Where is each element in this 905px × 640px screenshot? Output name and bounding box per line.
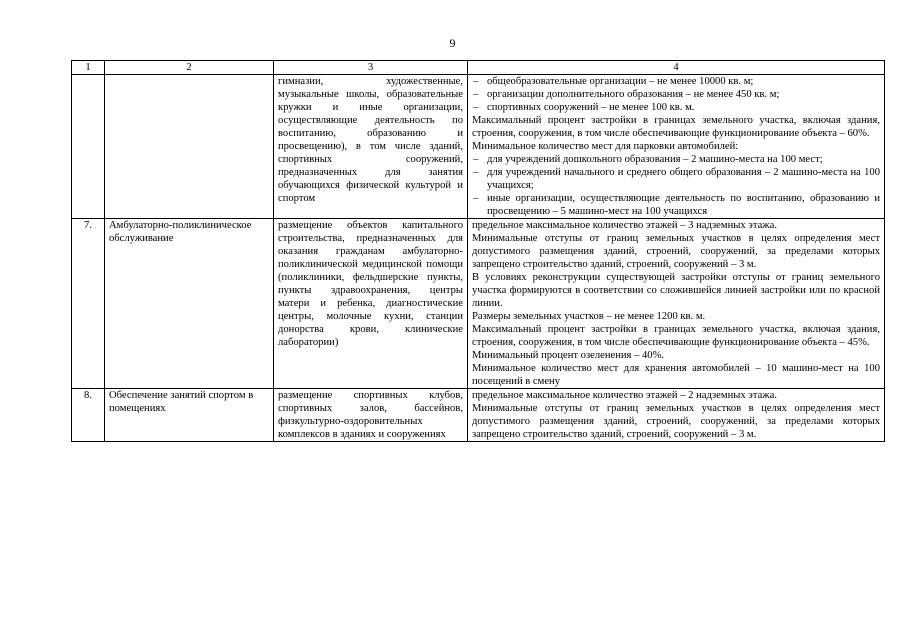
- list-item: – для учреждений дошкольного образования – 2 машино-места на 100 мест;: [473, 154, 823, 165]
- row-number: 8.: [72, 389, 105, 442]
- row-number: [72, 75, 105, 219]
- row-params: [468, 75, 885, 219]
- param-paragraph: Минимальные отступы от границ земельных участков в целях определения мест допустимого размещения зданий, строений, сооружений, за пределами которых запрещено строительство зданий, строений, сооружений – 3 м.: [472, 233, 880, 270]
- param-paragraph: Максимальный процент застройки в границах земельного участка, включая здания, строения, сооружения, в том числе обеспечивающие функционирование объекта – 60%.: [472, 115, 880, 139]
- row-name: [105, 75, 274, 219]
- row-params: [468, 219, 885, 389]
- param-paragraph: Минимальное количество мест для парковки автомобилей:: [472, 141, 739, 152]
- param-paragraph: Минимальные отступы от границ земельных участков в целях определения мест допустимого размещения зданий, строений, сооружений, за пределами которых запрещено строительство зданий, строений, сооружений – 3 м.: [472, 403, 880, 440]
- list-item: – общеобразовательные организации – не менее 10000 кв. м;: [473, 76, 754, 87]
- param-paragraph: Размеры земельных участков – не менее 1200 кв. м.: [472, 311, 706, 322]
- row-params: [468, 389, 885, 442]
- row-name: Обеспечение занятий спортом в помещениях: [105, 389, 274, 442]
- list-item: – иные организации, осуществляющие деятельность по воспитанию, образованию и просвещению – 5 машино-мест на 100 учащихся: [473, 193, 880, 217]
- list-item: – организации дополнительного образования – не менее 450 кв. м;: [473, 89, 780, 100]
- header-cell-2: 2: [105, 61, 274, 75]
- row-description: размещение спортивных клубов, спортивных залов, бассейнов, физкультурно-оздоровительных комплексов в зданиях и сооружениях: [274, 389, 468, 442]
- table-header-row: [72, 61, 885, 75]
- table-row: [72, 389, 885, 442]
- param-paragraph: Минимальный процент озеленения – 40%.: [472, 350, 665, 361]
- list-item: – спортивных сооружений – не менее 100 кв. м.: [473, 102, 695, 113]
- row-description: гимназии, художественные, музыкальные школы, образовательные кружки и иные организации, осуществляющие деятельность по воспитанию, образованию и просвещению), в том числе зданий, спортивных сооружений, предназначенных для занятия обучающихся физической культурой и спортом: [274, 75, 468, 219]
- row-name: Амбулаторно-поликлиническое обслуживание: [105, 219, 274, 389]
- regulations-table: [71, 60, 885, 442]
- param-paragraph: Максимальный процент застройки в границах земельного участка, включая здания, строения, сооружения, в том числе обеспечивающие функционирование объекта – 45%.: [472, 324, 880, 348]
- table-row: [72, 75, 885, 219]
- row-description: размещение объектов капитального строительства, предназначенных для оказания гражданам амбулаторно-поликлинической медицинской помощи (поликлиники, фельдшерские пункты, пункты здравоохранения, центры матери и ребенка, диагностические центры, молочные кухни, станции донорства крови, клинические лаборатории): [274, 219, 468, 389]
- header-cell-1: 1: [72, 61, 105, 75]
- param-paragraph: В условиях реконструкции существующей застройки отступы от границ земельного участка формируются в соответствии со сложившейся линией застройки или по красной линии.: [472, 272, 880, 309]
- list-item: – для учреждений начального и среднего общего образования – 2 машино-места на 100 учащихся;: [473, 167, 880, 191]
- param-paragraph: Минимальное количество мест для хранения автомобилей – 10 машино-мест на 100 посещений в смену: [472, 363, 880, 387]
- header-cell-4: 4: [468, 61, 885, 75]
- page-number: 9: [449, 36, 456, 50]
- param-paragraph: предельное максимальное количество этажей – 3 надземных этажа.: [472, 220, 777, 231]
- table-row: [72, 219, 885, 389]
- header-cell-3: 3: [274, 61, 468, 75]
- row-number: 7.: [72, 219, 105, 389]
- param-paragraph: предельное максимальное количество этажей – 2 надземных этажа.: [472, 390, 777, 401]
